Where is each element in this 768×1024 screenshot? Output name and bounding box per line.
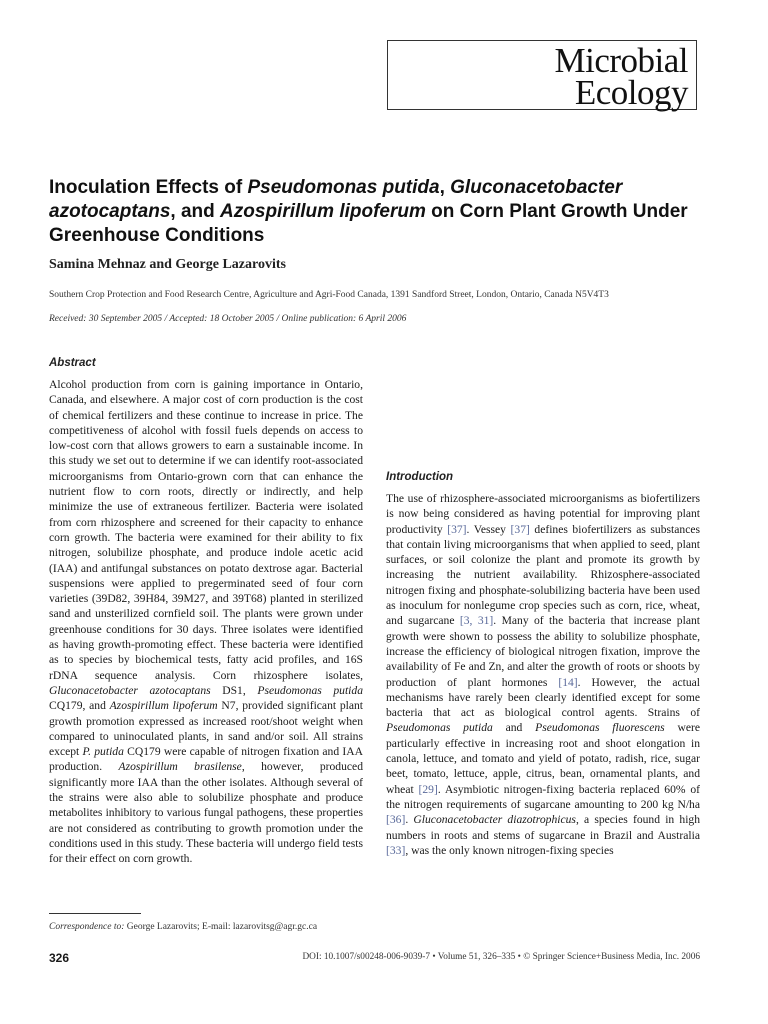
footnote-label: Correspondence to: <box>49 922 125 932</box>
abstract-heading: Abstract <box>49 357 96 369</box>
intro-part: . Asymbiotic nitrogen-fixing bacteria replaced 60% of the nitrogen requirements of sugarcane amounting to 200 kg N/ha <box>386 782 700 811</box>
abstract-continuation-space <box>386 357 700 471</box>
publication-dates: Received: 30 September 2005 / Accepted: 18 October 2005 / Online publication: 6 April 2006 <box>49 314 407 324</box>
introduction-heading: Introduction <box>386 471 454 483</box>
affiliation: Southern Crop Protection and Food Research Centre, Agriculture and Agri-Food Canada, 1391 Sandford Street, London, Ontario, Canada N5V4T3 <box>49 290 609 300</box>
abstract-part: DS1, <box>210 683 258 697</box>
citation-link[interactable]: [33] <box>386 843 406 857</box>
abstract-part: CQ179 were capable of nitrogen fixation and IAA production. <box>49 745 364 774</box>
title-species: Pseudomonas putida <box>247 177 440 198</box>
citation-link[interactable]: [36] <box>386 813 406 827</box>
intro-part: The use of rhizosphere-associated microorganisms as biofertilizers is now being considered as having potential for improving plant productivity <box>386 492 700 536</box>
intro-part: . However, the actual mechanisms have rarely been clearly identified except for some bacteria that act as biological control agents. Strains of <box>386 675 700 720</box>
intro-part: , was the only known nitrogen-fixing species <box>405 843 614 857</box>
journal-logo-box <box>387 40 697 110</box>
abstract-species: Gluconacetobacter azotocaptans <box>49 683 211 697</box>
title-part: on Corn Plant Growth Under Greenhouse Conditions <box>49 201 688 246</box>
intro-part: defines biofertilizers as substances that contain living microorganisms that when applied to seed, plant surfaces, or soil colonize the plant and promote its growth by increasing the nutrient availability. Rhizosphere-associated nitrogen fixing and phosphate-solubilizing bacteria have been used as inoculum for nonlegume crop species such as corn, rice, wheat, and sugarcane <box>386 522 700 628</box>
intro-species: Pseudomonas fluorescens <box>535 721 665 735</box>
journal-name-line2: Ecology <box>574 73 688 112</box>
title-species: Azospirillum lipoferum <box>220 201 426 222</box>
journal-name <box>554 41 688 112</box>
title-species: Gluconacetobacter azotocaptans <box>49 177 623 222</box>
correspondence-footnote <box>49 922 317 932</box>
title-part: , <box>439 177 451 198</box>
abstract-part: Alcohol production from corn is gaining importance in Ontario, Canada, and elsewhere. A major cost of corn production is the cost of chemical fertilizers and these continue to increase in price. The competitiveness of alcohol with fossil fuels depends on access to low-cost corn that allows growers to earn a sustainable income. In this study we set out to determine if we can identify root-associated microorganisms from Ontario-grown corn that can enhance the nutrient flow to corn roots, directly or indirectly, and help minimize the use of extraneous fertilizer. Bacteria were isolated from corn rhizosphere and screened for their capacity to enhance corn growth. The bacteria were examined for their ability to fix nitrogen, solubilize phosphate, and produce indole acetic acid (IAA) and antifungal substances on potato dextrose agar. Bacterial suspensions were applied to pregerminated seed of four corn varieties (39D82, 39H84, 39M27, and 39T68) planted in sterilized sand and unsterilized cornfield soil. The plants were grown under greenhouse conditions for 30 days. Three isolates were identified as having growth-promoting effect. These bacteria were identified as to species by biochemical tests, fatty acid profiles, and 16S rDNA sequence analysis. Corn rhizosphere isolates, <box>49 378 363 682</box>
introduction-text <box>386 491 700 858</box>
citation-link[interactable]: [14] <box>558 675 578 689</box>
journal-name-line1: Microbial <box>554 41 688 80</box>
abstract-part: CQ179, and <box>49 699 110 713</box>
footnote-divider <box>49 913 141 914</box>
abstract-text <box>49 377 363 867</box>
intro-species: Pseudomonas putida <box>386 721 493 735</box>
title-part: Inoculation Effects of <box>49 177 248 198</box>
intro-species: Gluconacetobacter diazotrophicus <box>413 813 576 827</box>
citation-link[interactable]: [3, 31] <box>459 614 494 628</box>
abstract-part: , however, produced significantly more IAA than the other isolates. Although several of the strains were also able to solubilize phosphate and produce metabolites inhibitory to various fungal pathogens, these properties are not considered as contributing to growth promotion under the conditions used in this study. These bacteria will undergo field tests for their effect on corn growth. <box>49 760 363 866</box>
intro-part: . Many of the bacteria that increase plant growth were shown to possess the ability to solubilize phosphate, increase the efficiency of biological nitrogen fixation, improve the availability of Fe and Zn, and alter the growth of roots or shoots by production of plant hormones <box>386 614 700 689</box>
left-column <box>49 357 363 867</box>
doi-line: DOI: 10.1007/s00248-006-9039-7 • Volume 51, 326–335 • © Springer Science+Business Media, Inc. 2006 <box>302 952 700 962</box>
intro-part: . Vessey <box>466 522 511 536</box>
abstract-species: Azospirillum lipoferum <box>109 699 218 713</box>
abstract-part: N7, provided significant plant growth promotion expressed as increased root/shoot weight when compared to uninoculated plants, in sand and/or soil. All strains except <box>49 699 364 759</box>
abstract-species: P. putida <box>82 745 124 759</box>
footnote-text: George Lazarovits; E-mail: lazarovitsg@agr.gc.ca <box>124 922 318 932</box>
citation-link[interactable]: [37] <box>447 522 467 536</box>
intro-part: were particularly effective in increasing root and shoot elongation in canola, lettuce, and tomato and yield of potato, radish, rice, sugar beet, tomato, lettuce, apple, citrus, bean, ornamental plants, and wheat <box>386 721 700 796</box>
intro-part: . <box>405 813 414 827</box>
citation-link[interactable]: [29] <box>418 782 438 796</box>
author-list: Samina Mehnaz and George Lazarovits <box>49 257 286 272</box>
abstract-species: Pseudomonas putida <box>257 683 363 697</box>
abstract-species: Azospirillum brasilense <box>118 760 242 774</box>
intro-part: and <box>492 721 536 735</box>
right-column <box>386 357 700 858</box>
title-part: , and <box>170 201 221 222</box>
citation-link[interactable]: [37] <box>510 522 530 536</box>
intro-part: , a species found in high numbers in roots and stems of sugarcane in Brazil and Australia <box>386 813 701 842</box>
article-title <box>49 176 709 248</box>
page-number: 326 <box>49 951 70 965</box>
